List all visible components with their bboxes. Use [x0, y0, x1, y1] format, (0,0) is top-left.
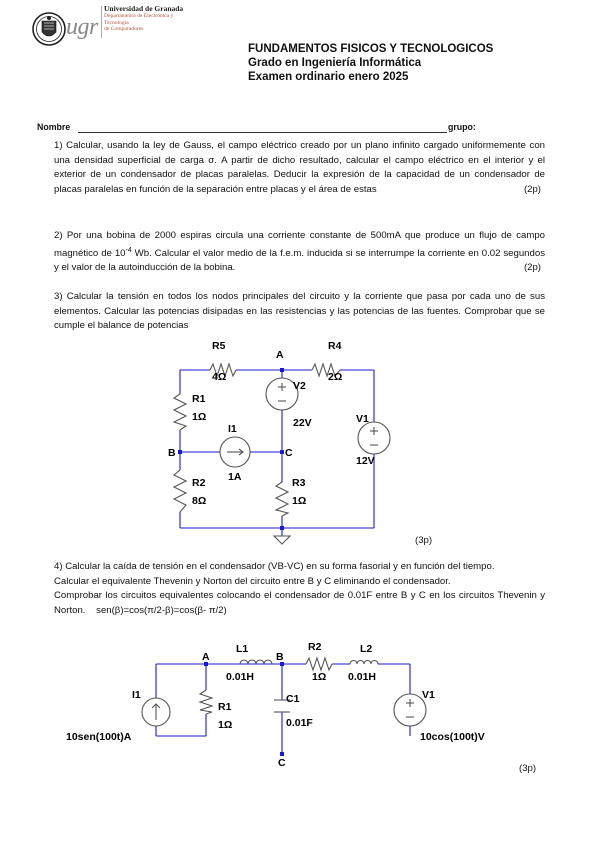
c2-v1-value: 10cos(100t)V: [420, 731, 485, 743]
c1-node-a: A: [276, 349, 284, 361]
r1-resistor: [200, 690, 212, 714]
r2-resistor: [174, 470, 186, 512]
question-1-points: (2p): [523, 183, 541, 195]
c1-v1-name: V1: [356, 413, 369, 425]
c2-l2-name: L2: [360, 643, 373, 655]
question-2: [54, 229, 545, 276]
c1-r2-name: R2: [192, 477, 206, 489]
department-line-1: Departamento de Electrónica y Tecnología: [104, 13, 174, 26]
c1-r1-value: 1Ω: [192, 411, 207, 423]
c2-i1-value: 10sen(100t)A: [66, 731, 132, 743]
question-2-points: (2p): [523, 262, 541, 274]
c2-r2-value: 1Ω: [312, 671, 327, 683]
r2-resistor: [306, 658, 332, 670]
question-1: [54, 139, 545, 197]
group-label: grupo:: [448, 122, 476, 132]
university-logo: [32, 10, 66, 48]
v1-source: [358, 422, 390, 454]
c2-r1-value: 1Ω: [218, 719, 233, 731]
c2-c1-name: C1: [286, 693, 300, 705]
question-4-line-1: 4) Calcular la caída de tensión en el condensador (VB-VC) en su forma fasorial y en función del tiempo.: [54, 561, 495, 572]
l2-inductor: [350, 661, 378, 665]
name-input-line[interactable]: [78, 132, 447, 133]
c2-l1-value: 0.01H: [226, 671, 255, 683]
c1-r4-name: R4: [328, 340, 342, 352]
question-3-points: (3p): [415, 535, 433, 546]
c1-v2-value: 22V: [293, 417, 312, 429]
course-title: FUNDAMENTOS FISICOS Y TECNOLOGICOS: [248, 43, 494, 55]
c1-node-c: C: [285, 447, 293, 459]
logo-divider: [101, 6, 102, 38]
c1-r3-value: 1Ω: [292, 495, 307, 507]
ugr-logo-text: ugr: [66, 14, 98, 40]
c2-node-b: B: [276, 651, 284, 663]
c2-v1-name: V1: [422, 689, 435, 701]
c1-v1-value: 12V: [356, 455, 375, 467]
question-4: [54, 560, 545, 618]
question-3-text: 3) Calcular la tensión en todos los nodos principales del circuito y la corriente que pasa por cada uno de sus elementos. Calcular las potencias disipadas en las resistencias y las potencias de las fuentes. Comprobar que se cumple el balance de potencias: [54, 291, 545, 332]
question-4-line-3: Comprobar los circuitos equivalentes colocando el condensador de 0.01F entre B y C en los circuitos Thevenin y Norton. sen(β)=cos(π/2-β)=cos(β- π/2): [54, 590, 545, 616]
l1-inductor: [240, 660, 272, 664]
coat-of-arms-icon: [32, 10, 66, 48]
c1-node-b: B: [168, 447, 176, 459]
c2-l1-name: L1: [236, 643, 249, 655]
university-name: Universidad de Granada: [104, 4, 184, 13]
c1-v2-name: V2: [293, 380, 306, 392]
department-line-2: de Computadores: [104, 26, 144, 33]
c2-c1-value: 0.01F: [286, 717, 313, 729]
c1-i1-name: I1: [228, 423, 237, 435]
r3-resistor: [276, 482, 288, 516]
name-label: Nombre: [37, 122, 71, 132]
r1-resistor: [174, 394, 186, 430]
ground-icon: [274, 536, 290, 544]
question-4-points: (3p): [519, 763, 537, 774]
question-3: [54, 290, 545, 334]
c1-r1-name: R1: [192, 393, 206, 405]
question-4-line-2: Calcular el equivalente Thevenin y Norton del circuito entre B y C eliminando el condensador.: [54, 575, 451, 587]
question-1-text: 1) Calcular, usando la ley de Gauss, el campo eléctrico creado por un plano infinito cargado uniformemente con una densidad superficial de carga σ. A partir de dicho resultado, calcular el campo eléctrico en el interior y el exterior de un condensador de placas paralelas. Deducir la expresión de la capacidad de un condensador de placas paralelas en función de la separación entre placas y el área de estas: [54, 140, 545, 195]
exam-title: Examen ordinario enero 2025: [248, 71, 409, 83]
c2-node-a: A: [202, 651, 210, 663]
trig-identity: sen(β)=cos(π/2-β)=cos(β- π/2): [96, 604, 227, 616]
c1-r5-name: R5: [212, 340, 226, 352]
c2-r1-name: R1: [218, 701, 232, 713]
c1-i1-value: 1A: [228, 471, 242, 483]
c2-r2-name: R2: [308, 641, 322, 653]
department-name: [104, 13, 174, 33]
c1-r5-value: 4Ω: [212, 371, 227, 383]
degree-title: Grado en Ingeniería Informática: [248, 57, 422, 69]
c2-l2-value: 0.01H: [348, 671, 377, 683]
circuit-1-diagram: [160, 334, 400, 550]
c2-i1-name: I1: [132, 689, 141, 701]
c1-r4-value: 2Ω: [328, 371, 343, 383]
c1-r3-name: R3: [292, 477, 306, 489]
c1-r2-value: 8Ω: [192, 495, 207, 507]
circuit-2-diagram: [60, 640, 520, 768]
c2-node-c: C: [278, 757, 286, 768]
question-2-text: 2) Por una bobina de 2000 espiras circula una corriente constante de 500mA que produce un flujo de campo magnético de $10^{-4}$ Wb. Calcular el valor medio de la f.e.m. inducida si se interrumpe la corriente en 0.02 segundos y el valor de la autoinducción de la bobina.: [54, 230, 545, 274]
